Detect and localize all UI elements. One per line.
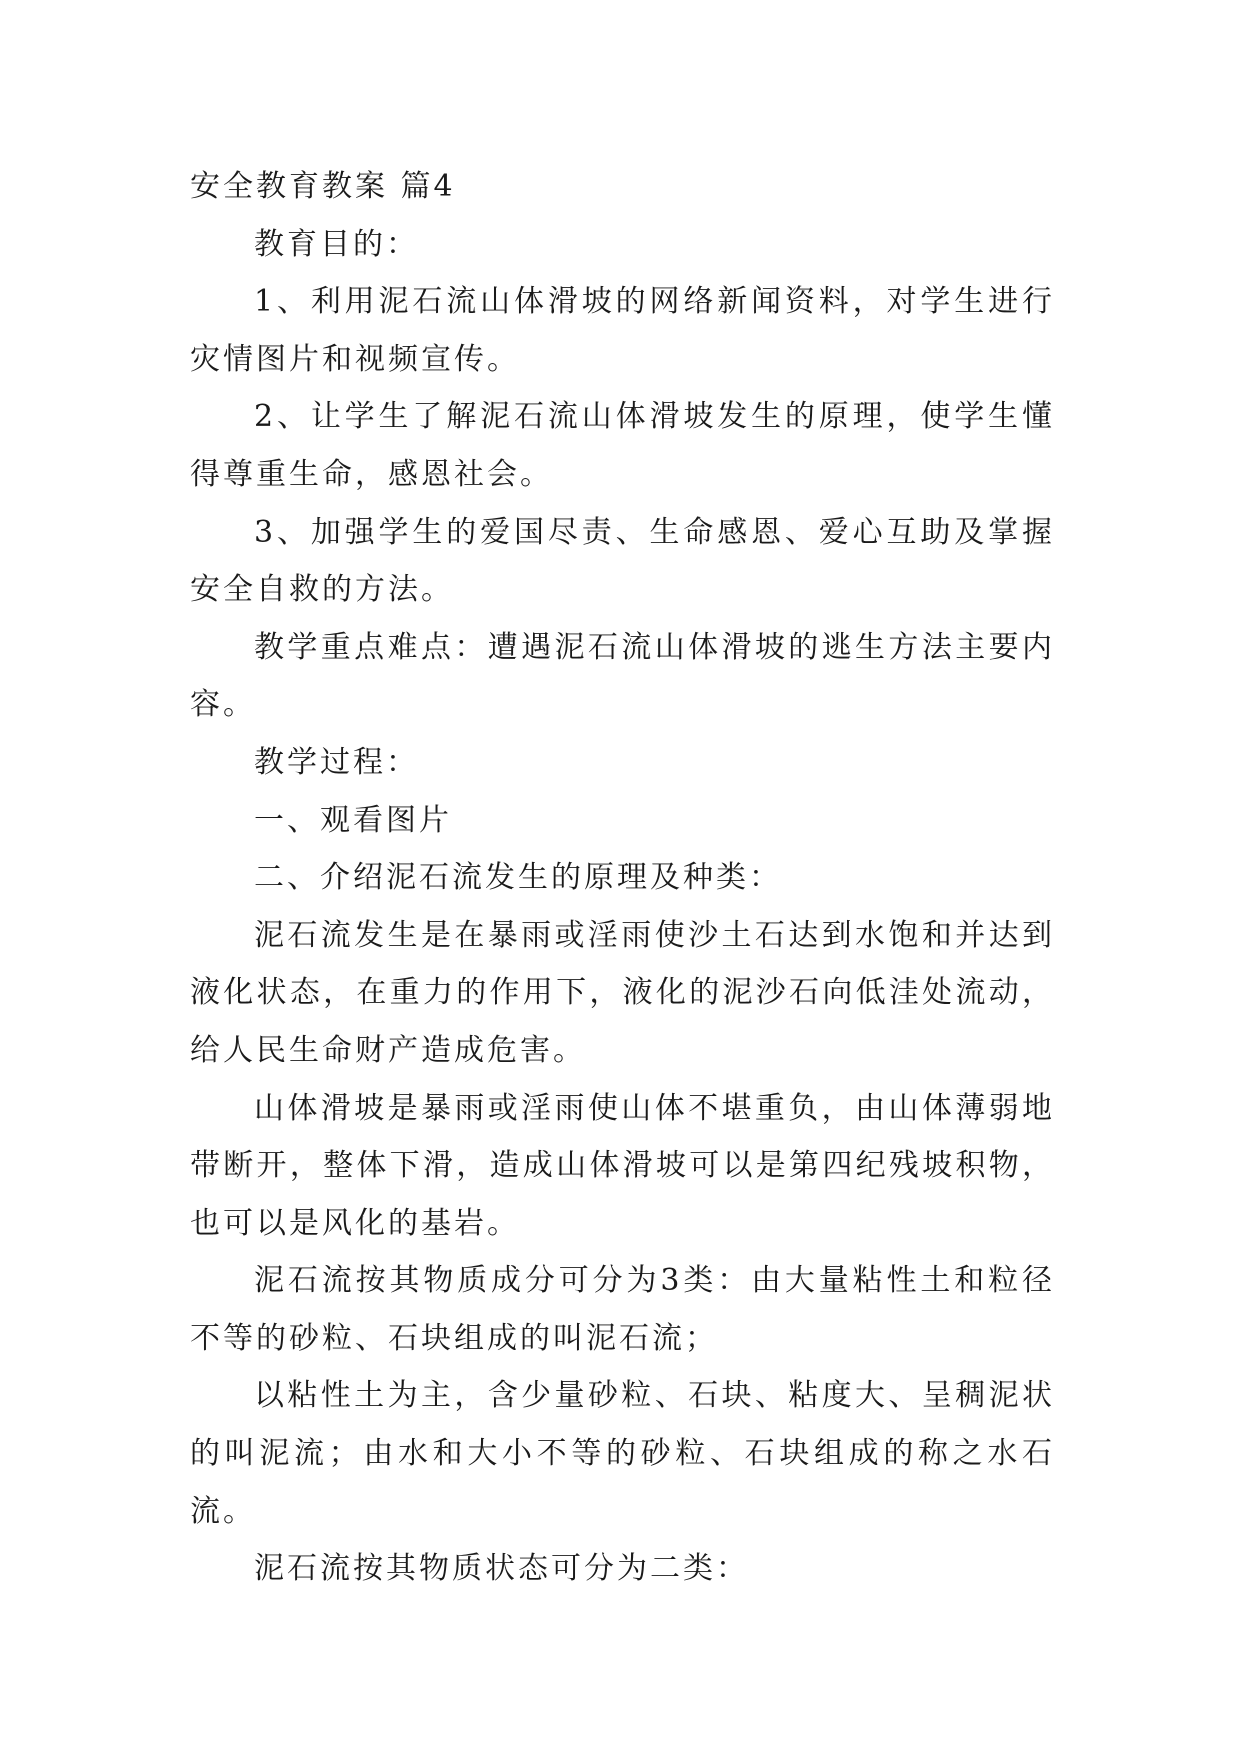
paragraph-material-types: 泥石流按其物质成分可分为3类：由大量粘性土和粒径不等的砂粒、石块组成的叫泥石流；: [190, 1263, 1055, 1356]
paragraph-goal-3: 3、加强学生的爱国尽责、生命感恩、爱心互助及掌握安全自救的方法。: [190, 514, 1055, 608]
paragraph-key-points: 教学重点难点：遭遇泥石流山体滑坡的逃生方法主要内容。: [190, 629, 1055, 723]
paragraph-debris-flow-principle: 泥石流发生是在暴雨或淫雨使沙土石达到水饱和并达到液化状态，在重力的作用下，液化的泥沙石向低洼处流动，给人民生命财产造成危害。: [190, 917, 1055, 1068]
document-body: [190, 158, 1055, 1598]
paragraph-landslide-principle: 山体滑坡是暴雨或淫雨使山体不堪重负，由山体薄弱地带断开，整体下滑，造成山体滑坡可以是第四纪残坡积物，也可以是风化的基岩。: [190, 1090, 1055, 1241]
paragraph-step-2: 二、介绍泥石流发生的原理及种类：: [254, 860, 782, 896]
paragraph-process-heading: 教学过程：: [254, 744, 419, 780]
document-title: 安全教育教案 篇4: [190, 169, 456, 204]
paragraph-education-goal-heading: 教育目的：: [254, 226, 419, 262]
paragraph-goal-2: 2、让学生了解泥石流山体滑坡发生的原理，使学生懂得尊重生命，感恩社会。: [190, 399, 1055, 492]
paragraph-step-1: 一、观看图片: [254, 802, 452, 838]
paragraph-goal-1: 1、利用泥石流山体滑坡的网络新闻资料，对学生进行灾情图片和视频宣传。: [190, 284, 1055, 377]
paragraph-state-types: 泥石流按其物质状态可分为二类：: [254, 1551, 749, 1587]
paragraph-mud-flow: 以粘性土为主，含少量砂粒、石块、粘度大、呈稠泥状的叫泥流；由水和大小不等的砂粒、石块组成的称之水石流。: [190, 1378, 1055, 1529]
